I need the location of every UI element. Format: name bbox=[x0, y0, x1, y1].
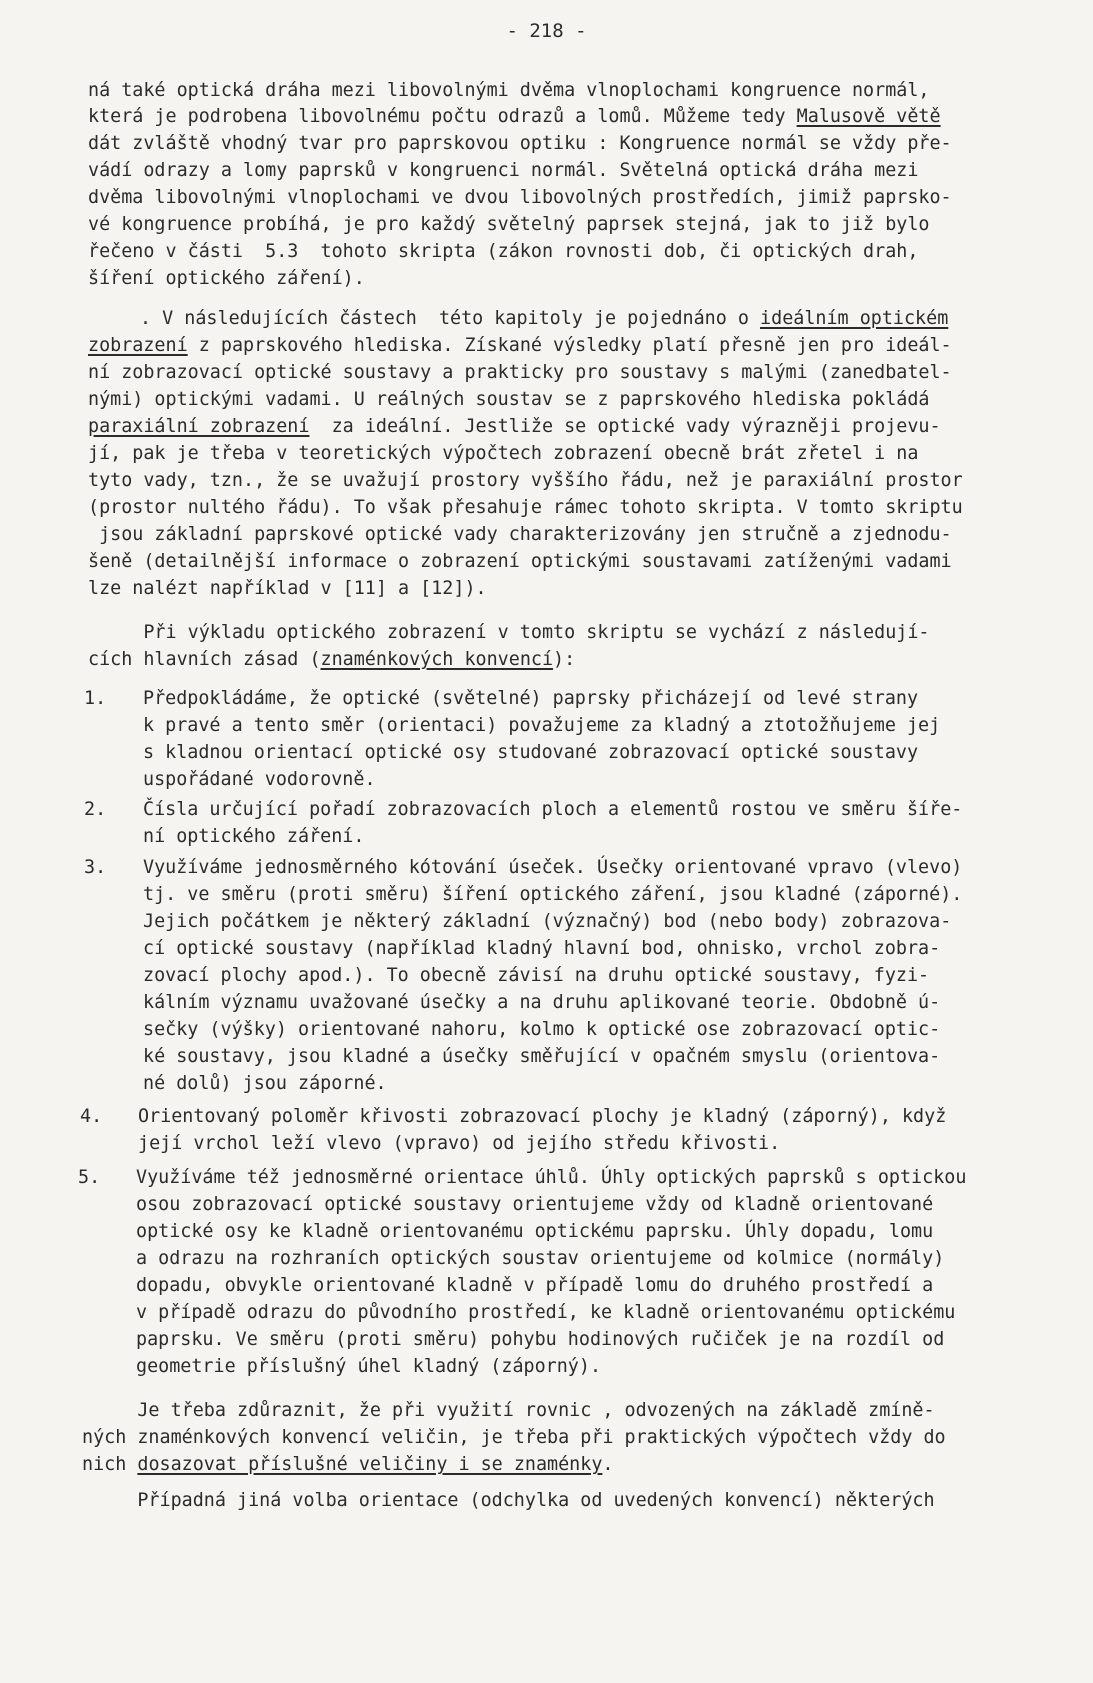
underlined-term: dosazovat příslušné veličiny i se znaménky bbox=[137, 1454, 603, 1475]
text-segment: ): bbox=[553, 649, 576, 670]
list-item-line: a odrazu na rozhraních optických soustav orientujeme od kolmice (normály) bbox=[136, 1248, 945, 1269]
list-item-line: optické osy ke kladně orientovanému optickému paprsku. Úhly dopadu, lomu bbox=[136, 1221, 934, 1242]
underlined-term: ideálním optickém bbox=[760, 308, 949, 329]
list-item-line: ní optického záření. bbox=[143, 826, 365, 847]
text-line: ná také optická dráha mezi libovolnými dvěma vlnoplochami kongruence normál, bbox=[88, 80, 930, 101]
text-line bbox=[88, 335, 952, 356]
underlined-term: paraxiální zobrazení bbox=[88, 416, 310, 437]
list-item-line: Využíváme jednosměrného kótování úseček. Úsečky orientované vpravo (vlevo) bbox=[143, 857, 963, 878]
text-segment: z paprskového hlediska. Získané výsledky platí přesně jen pro ideál- bbox=[187, 335, 952, 356]
text-segment: za ideální. Jestliže se optické vady výrazněji projevu- bbox=[309, 416, 941, 437]
list-item-line: sečky (výšky) orientované nahoru, kolmo k optické ose zobrazovací optic- bbox=[143, 1019, 941, 1040]
list-number: 4. bbox=[80, 1106, 103, 1127]
underlined-term: znaménkových konvencí bbox=[320, 649, 554, 670]
list-item-line: osou zobrazovací optické soustavy orientujeme vždy od kladně orientované bbox=[136, 1194, 934, 1215]
list-item-line: Využíváme též jednosměrné orientace úhlů. Úhly optických paprsků s optickou bbox=[136, 1167, 967, 1188]
text-line: dát zvláště vhodný tvar pro paprskovou optiku : Kongruence normál se vždy pře- bbox=[88, 133, 952, 154]
text-line: řečeno v části 5.3 tohoto skripta (zákon rovnosti dob, či optických drah, bbox=[88, 241, 919, 262]
text-segment: . V následujících částech této kapitoly je pojednáno o bbox=[140, 308, 761, 329]
list-item-line: cí optické soustavy (například kladný hlavní bod, ohnisko, vrchol zobra- bbox=[143, 938, 941, 959]
text-line: Při výkladu optického zobrazení v tomto skriptu se vychází z následují- bbox=[88, 622, 930, 643]
list-item-line: Orientovaný poloměr křivosti zobrazovací plochy je kladný (záporný), když bbox=[138, 1106, 947, 1127]
text-line: Případná jiná volba orientace (odchylka od uvedených konvencí) některých bbox=[82, 1490, 935, 1511]
text-line: vé kongruence probíhá, je pro každý světelný paprsek stejná, jak to již bylo bbox=[88, 214, 930, 235]
list-number: 5. bbox=[78, 1167, 101, 1188]
text-line: Je třeba zdůraznit, že při využití rovnic , odvozených na základě zmíně- bbox=[82, 1400, 935, 1421]
text-line: nými) optickými vadami. U reálných soustav se z paprskového hlediska pokládá bbox=[88, 389, 930, 410]
list-item-line: Čísla určující pořadí zobrazovacích ploch a elementů rostou ve směru šíře- bbox=[143, 799, 963, 820]
text-segment: . bbox=[602, 1454, 614, 1475]
list-item-line: její vrchol leží vlevo (vpravo) od jejího středu křivosti. bbox=[138, 1133, 781, 1154]
list-item-line: k pravé a tento směr (orientaci) považujeme za kladný a ztotožňujeme jej bbox=[143, 715, 941, 736]
underlined-term: zobrazení bbox=[88, 335, 188, 356]
text-line: vádí odrazy a lomy paprsků v kongruenci normál. Světelná optická dráha mezi bbox=[88, 160, 919, 181]
list-item-line: kálním významu uvažované úsečky a na druhu aplikované teorie. Obdobně ú- bbox=[143, 992, 941, 1013]
text-line: ných znaménkových konvencí veličin, je třeba při praktických výpočtech vždy do bbox=[82, 1427, 946, 1448]
list-item-line: dopadu, obvykle orientované kladně v případě lomu do druhého prostředí a bbox=[136, 1275, 934, 1296]
text-line: šeně (detailnější informace o zobrazení optickými soustavami zatíženými vadami bbox=[88, 551, 952, 572]
list-number: 3. bbox=[84, 857, 107, 878]
list-item-line: ké soustavy, jsou kladné a úsečky směřující v opačném smyslu (orientova- bbox=[143, 1046, 941, 1067]
list-item-line: tj. ve směru (proti směru) šíření optického záření, jsou kladné (záporné). bbox=[143, 884, 963, 905]
text-line bbox=[88, 416, 941, 437]
list-item-line: v případě odrazu do původního prostředí, ke kladně orientovanému optickému bbox=[136, 1302, 956, 1323]
text-line: tyto vady, tzn., že se uvažují prostory vyššího řádu, než je paraxiální prostor bbox=[88, 470, 963, 491]
text-line bbox=[88, 106, 941, 127]
text-line bbox=[88, 649, 575, 670]
text-line bbox=[140, 308, 948, 329]
text-line: lze nalézt například v [11] a [12]). bbox=[88, 578, 487, 599]
underlined-term: Malusově větě bbox=[796, 106, 941, 127]
list-item-line: s kladnou orientací optické osy studované zobrazovací optické soustavy bbox=[143, 742, 919, 763]
text-segment: která je podrobena libovolnému počtu odrazů a lomů. Můžeme tedy bbox=[88, 106, 786, 127]
text-line: šíření optického záření). bbox=[88, 268, 365, 289]
text-segment: cích hlavních zásad ( bbox=[88, 649, 321, 670]
list-number: 2. bbox=[84, 799, 107, 820]
text-segment: nich bbox=[82, 1454, 138, 1475]
text-line: ní zobrazovací optické soustavy a prakticky pro soustavy s malými (zanedbatel- bbox=[88, 362, 952, 383]
list-item-line: Jejich počátkem je některý základní (význačný) bod (nebo body) zobrazova- bbox=[143, 911, 952, 932]
list-item-line: paprsku. Ve směru (proti směru) pohybu hodinových ručiček je na rozdíl od bbox=[136, 1329, 945, 1350]
list-item-line: zovací plochy apod.). To obecně závisí na druhu optické soustavy, fyzi- bbox=[143, 965, 930, 986]
page-number: - 218 - bbox=[506, 20, 587, 42]
text-line: dvěma libovolnými vlnoplochami ve dvou libovolných prostředích, jimiž paprsko- bbox=[88, 187, 952, 208]
text-line: jí, pak je třeba v teoretických výpočtech zobrazení obecně brát zřetel i na bbox=[88, 443, 919, 464]
text-line: (prostor nultého řádu). To však přesahuje rámec tohoto skripta. V tomto skriptu bbox=[88, 497, 963, 518]
list-item-line: Předpokládáme, že optické (světelné) paprsky přicházejí od levé strany bbox=[143, 688, 919, 709]
text-line: jsou základní paprskové optické vady charakterizovány jen stručně a zjednodu- bbox=[88, 524, 952, 545]
list-item-line: uspořádané vodorovně. bbox=[143, 769, 376, 790]
list-item-line: geometrie příslušný úhel kladný (záporný). bbox=[136, 1356, 602, 1377]
list-number: 1. bbox=[84, 688, 107, 709]
list-item-line: né dolů) jsou záporné. bbox=[143, 1073, 387, 1094]
text-line bbox=[82, 1454, 613, 1475]
